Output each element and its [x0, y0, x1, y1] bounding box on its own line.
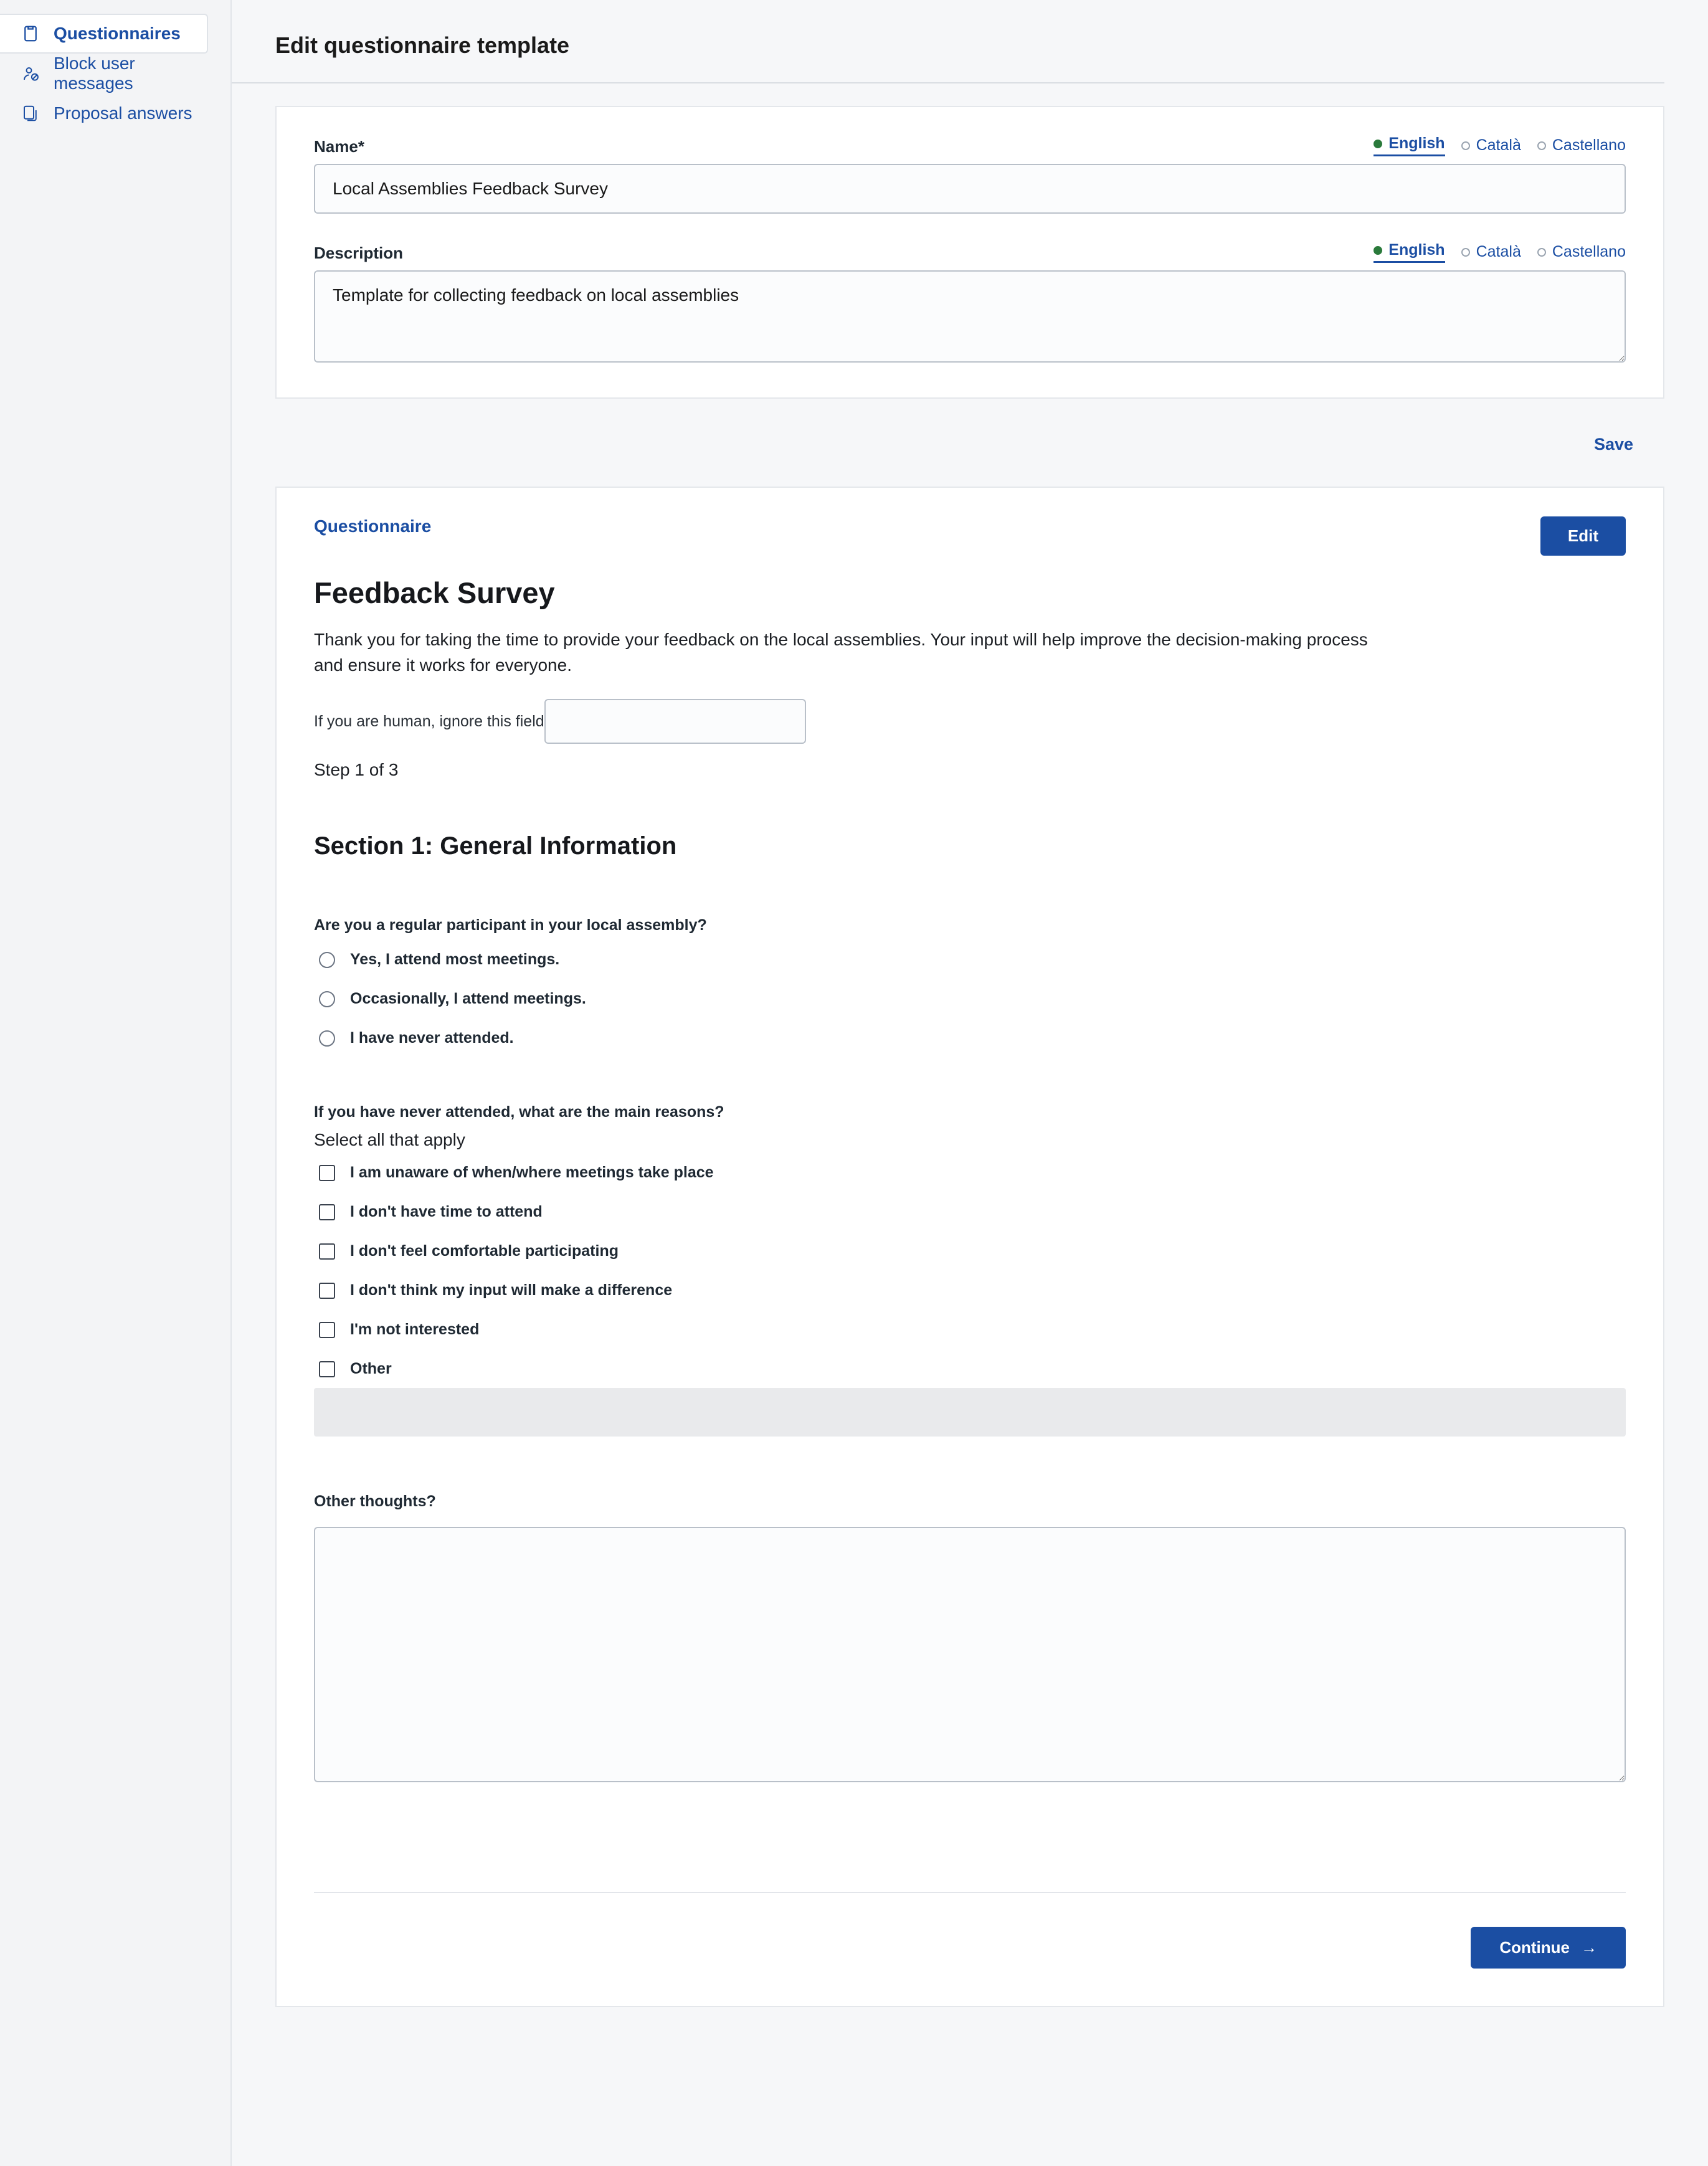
continue-button[interactable]	[1471, 1927, 1626, 1969]
clipboard-icon	[21, 24, 40, 43]
description-label: Description	[314, 244, 404, 262]
language-tab-castellano[interactable]	[1537, 136, 1626, 154]
option-label: I have never attended.	[350, 1029, 514, 1047]
honeypot-row	[314, 699, 1626, 744]
option-label: I don't feel comfortable participating	[350, 1242, 619, 1260]
language-dot-icon	[1537, 248, 1546, 257]
checkbox-option[interactable]	[319, 1321, 1626, 1339]
radio-option[interactable]	[319, 990, 1626, 1008]
language-dot-icon	[1537, 141, 1546, 150]
question-label: Are you a regular participant in your local assembly?	[314, 916, 707, 934]
checkbox-option-other[interactable]	[319, 1360, 1626, 1378]
sidebar-item-label: Proposal answers	[54, 103, 192, 123]
continue-row	[314, 1893, 1626, 1969]
checkbox-icon	[319, 1322, 335, 1338]
question-block-participation	[314, 916, 1626, 1047]
questionnaire-preview-card	[275, 487, 1664, 2007]
language-dot-icon	[1461, 248, 1470, 257]
page-title: Edit questionnaire template	[275, 32, 570, 58]
checkbox-option[interactable]	[319, 1203, 1626, 1221]
main-content	[232, 0, 1708, 2166]
language-tab-label: English	[1388, 135, 1445, 152]
sidebar-item-label: Questionnaires	[54, 24, 181, 43]
arrow-right-icon: →	[1581, 1938, 1597, 1957]
checkbox-option[interactable]	[319, 1164, 1626, 1182]
description-textarea[interactable]	[314, 270, 1626, 363]
language-tab-label: Castellano	[1552, 136, 1626, 154]
questionnaire-intro: Thank you for taking the time to provide your feedback on the local assemblies. Your input will help improve the decision-making process and ensure it works for everyone.	[314, 630, 1368, 675]
checkbox-option[interactable]	[319, 1242, 1626, 1260]
language-tab-english[interactable]	[1374, 135, 1445, 156]
step-indicator: Step 1 of 3	[314, 760, 399, 780]
honeypot-label: If you are human, ignore this field	[314, 712, 544, 730]
radio-icon	[319, 952, 335, 968]
language-tab-label: Castellano	[1552, 243, 1626, 260]
option-label: I don't think my input will make a difference	[350, 1281, 673, 1299]
checkbox-icon	[319, 1361, 335, 1377]
option-label: I don't have time to attend	[350, 1203, 543, 1221]
language-tab-label: Català	[1476, 136, 1521, 154]
name-label: Name*	[314, 137, 364, 156]
language-tab-english[interactable]	[1374, 241, 1445, 263]
save-row	[232, 399, 1683, 463]
other-text-input[interactable]	[314, 1388, 1626, 1437]
radio-icon	[319, 991, 335, 1007]
checkbox-icon	[319, 1165, 335, 1181]
question-help-text: Select all that apply	[314, 1130, 465, 1150]
template-form-card	[275, 106, 1664, 399]
language-tab-castellano[interactable]	[1537, 243, 1626, 261]
description-field-row	[314, 241, 1626, 263]
sidebar-item-label: Block user messages	[54, 54, 135, 93]
sidebar	[0, 0, 232, 2166]
question-label: Other thoughts?	[314, 1493, 436, 1511]
question-block-reasons	[314, 1103, 1626, 1437]
question-label: If you have never attended, what are the main reasons?	[314, 1103, 724, 1121]
question-block-other-thoughts	[314, 1493, 1626, 1782]
radio-icon	[319, 1030, 335, 1047]
continue-label: Continue	[1499, 1938, 1570, 1957]
option-label: Yes, I attend most meetings.	[350, 951, 560, 969]
language-tab-catala[interactable]	[1461, 243, 1521, 261]
name-input[interactable]	[314, 164, 1626, 214]
language-dot-icon	[1374, 246, 1382, 255]
language-dot-icon	[1461, 141, 1470, 150]
sidebar-item-block-user-messages[interactable]	[0, 54, 230, 93]
questionnaire-header	[314, 516, 1626, 556]
header-divider	[232, 82, 1664, 83]
option-label: Other	[350, 1360, 392, 1378]
section-title: Section 1: General Information	[314, 832, 677, 860]
option-label: Occasionally, I attend meetings.	[350, 990, 586, 1008]
questionnaire-kicker: Questionnaire	[314, 516, 432, 536]
option-label: I am unaware of when/where meetings take place	[350, 1164, 714, 1182]
language-tab-label: Català	[1476, 243, 1521, 260]
edit-button[interactable]: Edit	[1540, 516, 1626, 556]
checkbox-option[interactable]	[319, 1281, 1626, 1299]
name-language-tabs	[1374, 135, 1626, 156]
radio-option[interactable]	[319, 1029, 1626, 1047]
option-label: I'm not interested	[350, 1321, 480, 1339]
save-button[interactable]: Save	[1593, 435, 1633, 454]
sidebar-item-questionnaires[interactable]	[0, 14, 208, 54]
description-language-tabs	[1374, 241, 1626, 263]
questionnaire-title: Feedback Survey	[314, 576, 555, 609]
checkbox-icon	[319, 1243, 335, 1260]
name-field-row	[314, 135, 1626, 156]
user-block-icon	[21, 64, 40, 83]
language-dot-icon	[1374, 140, 1382, 148]
honeypot-input[interactable]	[544, 699, 806, 744]
copy-icon	[21, 104, 40, 123]
sidebar-item-proposal-answers[interactable]	[0, 93, 230, 133]
page-header	[232, 0, 1708, 59]
radio-option[interactable]	[319, 951, 1626, 969]
other-thoughts-textarea[interactable]	[314, 1527, 1626, 1782]
checkbox-icon	[319, 1283, 335, 1299]
language-tab-label: English	[1388, 241, 1445, 259]
language-tab-catala[interactable]	[1461, 136, 1521, 154]
checkbox-icon	[319, 1204, 335, 1220]
